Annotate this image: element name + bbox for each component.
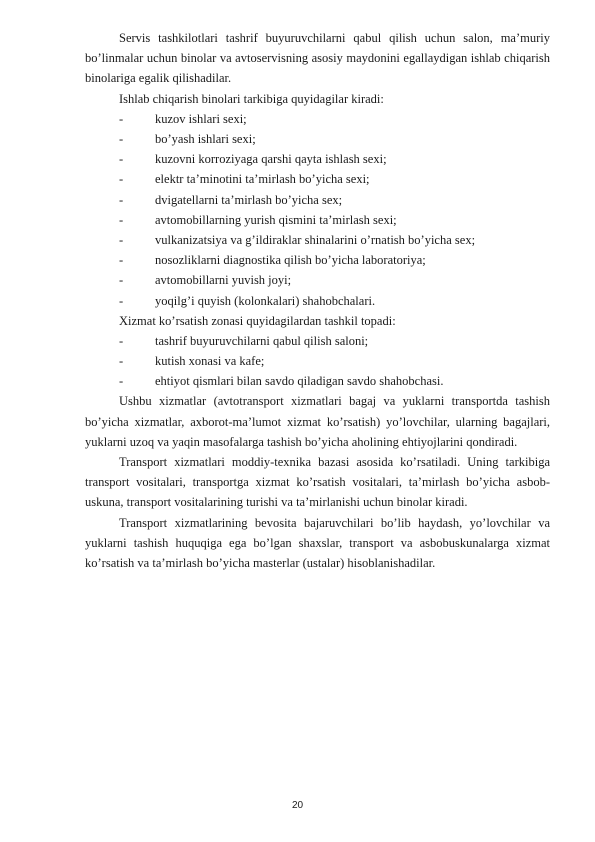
page-number: 20 — [291, 800, 304, 811]
list-dash: - — [119, 354, 124, 369]
list-item-text: yoqilg’i quyish (kolonkalari) shahobchalari. — [155, 293, 376, 308]
list-dash: - — [119, 132, 124, 146]
list-item-text: kuzovni korroziyaga qarshi qayta ishlash sexi; — [155, 152, 387, 167]
list-dash: - — [119, 273, 124, 288]
list-item-text: nosozliklarni diagnostika qilish bo’yicha laboratoriya; — [155, 253, 426, 268]
list-dash: - — [119, 172, 124, 187]
list-item — [119, 190, 550, 210]
list-item-text: tashrif buyuruvchilarni qabul qilish saloni; — [155, 333, 369, 348]
list-item — [119, 149, 550, 169]
paragraph-service-heading: Xizmat ko’rsatish zonasi quyidagilardan tashkil topadi: — [119, 313, 396, 328]
list-item — [119, 129, 550, 149]
list-item — [119, 331, 550, 351]
list-dash: - — [119, 293, 124, 308]
list-item — [119, 109, 550, 129]
paragraph-material-base: Transport xizmatlari moddiy-texnika bazasi asosida ko’rsatiladi. Uning tarkibiga transport vositalari, transportga xizmat ko’rsatish vositalari, ta’mirlash bo’yicha asbob-uskuna, transport vositalarining turishi va ta’mirlanishi uchun binolar kiradi. — [85, 455, 550, 510]
list-item-text: kutish xonasi va kafe; — [155, 354, 265, 369]
list-dash: - — [119, 212, 124, 227]
list-item-text: vulkanizatsiya va g’ildiraklar shinalarini o’rnatish bo’yicha sex; — [155, 232, 476, 247]
paragraph-services-description: Ushbu xizmatlar (avtotransport xizmatlari bagaj va yuklarni transportda tashish bo’yicha xizmatlar, axborot-ma’lumot xizmat ko’rsatish) yo’lovchilar, ularning bagajlari, yuklarni uzoq va yaqin masofalarga tashish bo’yicha aholining ehtiyojlarini qondiradi. — [85, 394, 550, 449]
list-item — [119, 210, 550, 230]
list-item-text: elektr ta’minotini ta’mirlash bo’yicha sexi; — [155, 172, 370, 187]
list-item-text: avtomobillarning yurish qismini ta’mirlash sexi; — [155, 212, 397, 227]
list-dash: - — [119, 111, 124, 126]
list-dash: - — [119, 152, 124, 167]
list-dash: - — [119, 253, 124, 268]
paragraph-production-heading: Ishlab chiqarish binolari tarkibiga quyidagilar kiradi: — [119, 91, 384, 106]
list-dash: - — [119, 374, 124, 389]
list-item — [119, 250, 550, 270]
list-dash: - — [119, 232, 124, 247]
production-list — [85, 109, 550, 311]
document-page — [85, 28, 550, 573]
list-dash: - — [119, 333, 124, 348]
list-item — [119, 351, 550, 371]
list-item-text: dvigatellarni ta’mirlash bo’yicha sex; — [155, 192, 343, 207]
list-item-text: kuzov ishlari sexi; — [155, 111, 247, 126]
paragraph-performers: Transport xizmatlarining bevosita bajaruvchilari bo’lib haydash, yo’lovchilar va yuklarni tashish huquqiga ega bo’lgan shaxslar, transport va asbobuskunalarga xizmat ko’rsatish va ta’mirlash bo’yicha masterlar (ustalar) hisoblanishadilar. — [85, 515, 550, 571]
list-item-text: avtomobillarni yuvish joyi; — [155, 273, 292, 288]
list-dash: - — [119, 192, 124, 207]
list-item — [119, 270, 550, 290]
list-item — [119, 230, 550, 250]
list-item — [119, 169, 550, 189]
list-item — [119, 371, 550, 391]
service-list — [85, 331, 550, 392]
list-item-text: ehtiyot qismlari bilan savdo qiladigan savdo shahobchasi. — [155, 374, 444, 389]
list-item-text: bo’yash ishlari sexi; — [155, 132, 256, 146]
paragraph-intro: Servis tashkilotlari tashrif buyuruvchilarni qabul qilish uchun salon, ma’muriy bo’linmalar uchun binolar va avtoservisning asosiy maydonini egallaydigan ishlab chiqarish binolariga egalik qilishadilar. — [85, 31, 550, 86]
list-item — [119, 291, 550, 311]
